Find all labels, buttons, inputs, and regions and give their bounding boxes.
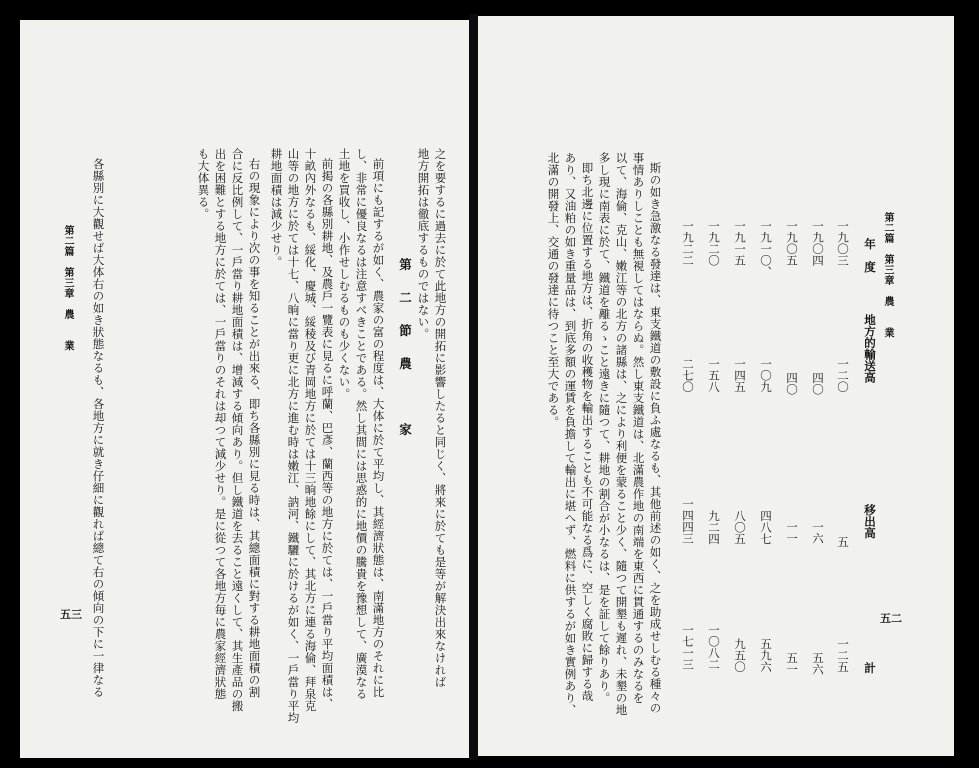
section-heading: 第 二 節 農 家 bbox=[397, 258, 413, 440]
left-page bbox=[20, 20, 469, 758]
table-cell: 一九〇五 bbox=[785, 220, 799, 266]
table-cell: 一一 bbox=[785, 521, 799, 544]
page-number: 五二 bbox=[880, 612, 902, 625]
table-cell: 一二〇 bbox=[836, 358, 850, 393]
table-cell: 一九二〇 bbox=[707, 220, 721, 266]
body-line: 事情ありしことも無視してはならぬ。然し東支鐵道は、北滿農作地の南端を東西に貫通するのみなるを bbox=[631, 152, 646, 704]
body-line: 之を要するに過去に於て此地方の開拓に影響したると同じく、將來に於ても是等が解決出來なければ bbox=[433, 148, 448, 688]
body-line: あり、又油粕の如き重量品は、到底多額の運賃を負擔して輸出に堪へず、燃料に供するが如き實例あり、 bbox=[563, 152, 578, 716]
table-cell: 一九〇三 bbox=[836, 220, 850, 266]
table-cell: 一九二二 bbox=[681, 220, 695, 266]
table-cell: 五 bbox=[836, 536, 850, 548]
running-head: 第二篇 第三章 農 業 bbox=[62, 225, 73, 351]
body-line: 土地を買收し、小作せしむるものも少くない。 bbox=[337, 148, 352, 400]
table-cell: 四八七 bbox=[759, 510, 773, 545]
table-cell: 一四五 bbox=[733, 358, 747, 393]
table-cell: 九五〇 bbox=[733, 638, 747, 673]
table-cell: 五一 bbox=[785, 652, 799, 675]
body-line: 地方開拓は徹底するものではない。 bbox=[416, 148, 431, 340]
table-header-export: 移出高 bbox=[863, 504, 877, 539]
table-header-year: 年 度 bbox=[863, 238, 877, 273]
body-line: 即ち北邊に位置する地方は、折角の收穫物を輸出することも不可能なる爲に、空しく腐敗に歸する哉 bbox=[580, 162, 595, 702]
body-line: 前掲の各縣別耕地、及農戶一覽表に見るに呼蘭、巴彥、蘭西等の地方に於ては、一戶當り平均面積は、 bbox=[320, 158, 335, 710]
body-line: 合に反比例して、一戶當り耕地面積は、增減する傾向あり。但し鐵道を去ること遠くして、其生產品の搬 bbox=[230, 148, 245, 712]
table-cell: 一九一〇、 bbox=[759, 220, 773, 278]
body-line: 各縣別に大觀せば大体右の如き狀態なるも、各地方に就き仔細に觀れば總て右の傾向の下に一律なる bbox=[91, 158, 106, 698]
table-cell: 一〇八二 bbox=[707, 624, 721, 670]
body-line: 十畝內外なるも、綏化、慶城、綏稜及び青岡地方に於ては十三晌地餘にして、其北方に連る海倫、拜泉克 bbox=[303, 148, 318, 712]
table-cell: 四〇 bbox=[811, 372, 825, 395]
table-cell: 一四四三 bbox=[681, 498, 695, 544]
table-cell: 一〇九 bbox=[759, 358, 773, 393]
body-line: 斯の如き急激なる發達は、東支鐵道の敷設に負ふ處なるも、其他前述の如く、之を助成せしむる種々の bbox=[648, 162, 663, 714]
table-cell: 一九一五 bbox=[733, 220, 747, 266]
body-line: 以て、海倫、克山、嫩江等の北方の諸縣は、之により利便を蒙ること少く、隨つて開墾も遲れ、未墾の地 bbox=[614, 152, 629, 716]
table-cell: 五九六 bbox=[759, 638, 773, 673]
table-cell: 八〇五 bbox=[733, 510, 747, 545]
body-line: 前項にも記するが如く、農家の富の程度は、大体に於て平均し、其經濟狀態は、南滿地方のそれに比 bbox=[371, 158, 386, 698]
table-cell: 九二四 bbox=[707, 510, 721, 545]
table-cell: 一五八 bbox=[707, 358, 721, 393]
book-gutter bbox=[469, 14, 478, 760]
body-line: 耕地面積は減少せり。 bbox=[269, 148, 284, 268]
body-line: 北滿の開發上、交通の發達に待つこと至大である。 bbox=[546, 152, 561, 428]
table-header-local: 地方的輸送高 bbox=[863, 314, 877, 383]
page-number: 五三 bbox=[60, 608, 82, 621]
table-cell: 一二五 bbox=[836, 638, 850, 673]
table-cell: 二七〇 bbox=[681, 358, 695, 393]
table-header-total: 計 bbox=[863, 662, 877, 674]
body-line: も大体異る。 bbox=[196, 148, 211, 220]
running-head: 第二篇 第三章 農 業 bbox=[882, 212, 893, 338]
table-cell: 一六 bbox=[811, 521, 825, 544]
body-line: 山等の地方に於ては十七、八晌に當り更に北方に進む時は嫩江、訥河、鐵驪に於けるが如く、一戶當り平均 bbox=[286, 148, 301, 724]
body-line: 多し現に南表に於て、鐵道を離るゝこと遠きに隨つて、耕地の割合が小なるは、是を証して餘りあり。 bbox=[597, 152, 612, 704]
body-line: 右の現象により次の事を知ることが出來る、即ち各縣別に見る時は、其總面積に對する耕地面積の割 bbox=[247, 158, 262, 698]
body-line: し、非常に優良なるは注意すべきことである。然し其間には思惑的に地價の騰貴を豫想して、廣漠なる bbox=[354, 148, 369, 700]
body-line: 出を困難とする地方に於ては、一戶當りのそれは却つて減少せり。是に從つて各地方毎に農家經濟狀態 bbox=[213, 148, 228, 700]
table-cell: 一七一三 bbox=[681, 624, 695, 670]
table-cell: 四〇 bbox=[785, 372, 799, 395]
right-page bbox=[478, 16, 954, 756]
table-cell: 五六 bbox=[811, 652, 825, 675]
table-cell: 一九〇四 bbox=[811, 220, 825, 266]
